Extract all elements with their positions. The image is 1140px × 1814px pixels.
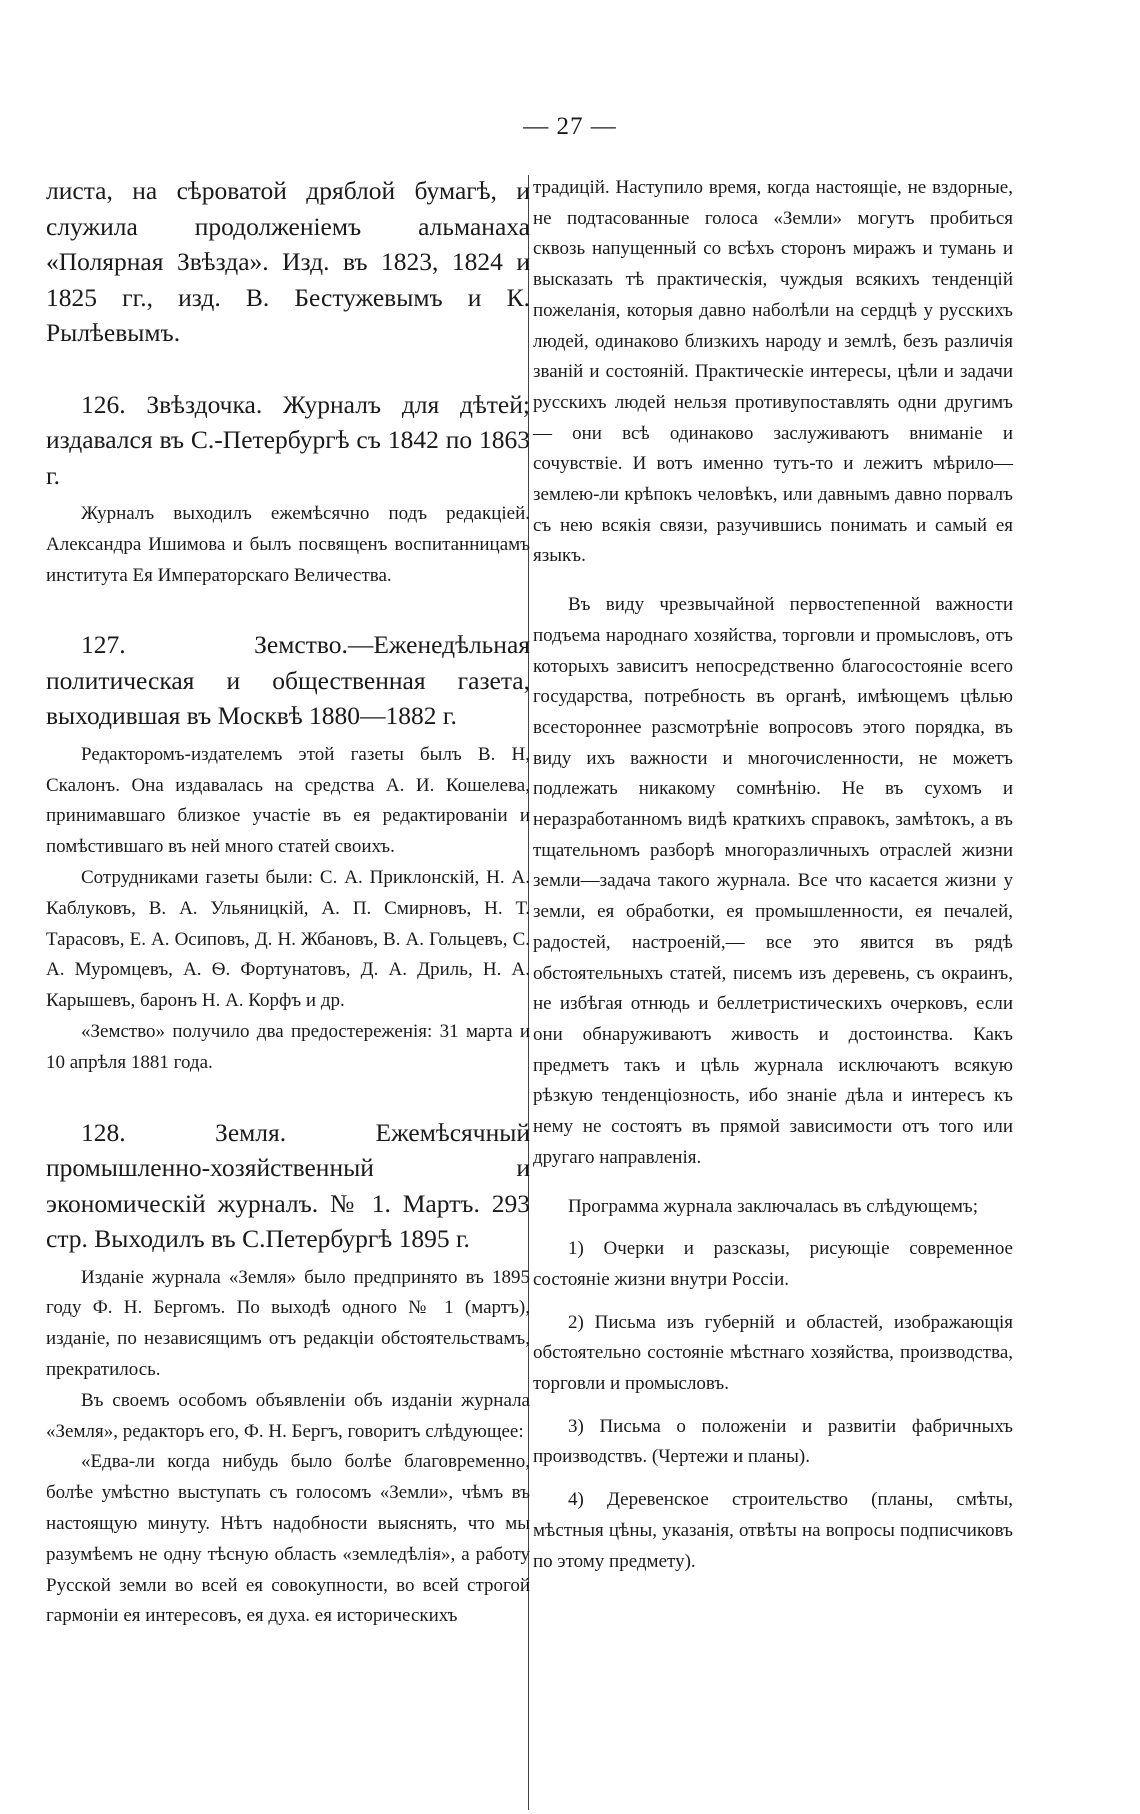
left-column — [46, 173, 530, 1632]
program-intro: Программа журнала заключалась въ слѣдующемъ; — [568, 1195, 979, 1217]
entry-128-paragraph: «Едва-ли когда нибудь было болѣе благовременно, болѣе умѣстно выступать съ голосомъ «Земли», чѣмъ въ настоящую минуту. Нѣтъ надобности выяснять, что мы разумѣемъ не одну тѣсную область «земледѣлія», а работу Русской земли во всей ея совокупности, во всей строгой гармоніи ея интересовъ, ея духа. ея историческихъ — [46, 1451, 530, 1627]
entry-128-paragraph: Въ своемъ особомъ объявленіи объ изданіи журнала «Земля», редакторъ его, Ф. Н. Бергъ, говоритъ слѣдующее: — [46, 1389, 530, 1442]
entry-127-heading: 127. Земство.—Еженедѣльная политическая и общественная газета, выходившая въ Москвѣ 1880—1882 г. — [46, 630, 530, 731]
right-column — [533, 173, 1013, 1577]
entry-127-paragraph: Редакторомъ-издателемъ этой газеты былъ В. Н, Скалонъ. Она издавалась на средства А. И. Кошелева, принимавшаго близкое участіе въ ея редактированіи и помѣстившаго въ ней много статей своихъ. — [46, 743, 530, 858]
entry-128-paragraph: Изданіе журнала «Земля» было предпринято въ 1895 году Ф. Н. Бергомъ. По выходѣ одного № 1 (мартъ), изданіе, по независящимъ отъ редакціи обстоятельствамъ, прекратилось. — [46, 1266, 530, 1381]
paragraph-continuation: листа, на сѣроватой дряблой бумагѣ, и служила продолженіемъ альманаха «Полярная Звѣзда». Изд. въ 1823, 1824 и 1825 гг., изд. В. Бестужевымъ и К. Рылѣевымъ. — [46, 176, 530, 347]
entry-126-body: Журналъ выходилъ ежемѣсячно подъ редакціей. Александра Ишимова и былъ посвященъ воспитанницамъ института Ея Императорскаго Величества. — [46, 503, 530, 586]
program-item: 3) Письма о положеніи и развитіи фабричныхъ производствъ. (Чертежи и планы). — [533, 1415, 1013, 1468]
program-item: 2) Письма изъ губерній и областей, изображающія обстоятельно состояніе мѣстнаго хозяйства, производства, торговли и промысловъ. — [533, 1311, 1013, 1395]
program-item: 1) Очерки и разсказы, рисующіе современное состояніе жизни внутри Россіи. — [533, 1238, 1013, 1290]
entry-127-paragraph: Сотрудниками газеты были: С. А. Приклонскій, Н. А. Каблуковъ, В. А. Ульяницкій, А. П. Смирновъ, Н. Т. Тарасовъ, Е. А. Осиповъ, Д. Н. Жбановъ, В. А. Гольцевъ, С. А. Муромцевъ, А. Ѳ. Фортунатовъ, Д. А. Дриль, Н. А. Карышевъ, баронъ Н. А. Корфъ и др. — [46, 867, 530, 1012]
entry-128-heading: 128. Земля. Ежемѣсячный промышленно-хозяйственный и экономическій журналъ. № 1. Мартъ. 293 стр. Выходилъ въ С.Петербургѣ 1895 г. — [46, 1117, 530, 1254]
quote-continuation: традицій. Наступило время, когда настоящіе, не вздорные, не подтасованные голоса «Земли» могутъ пробиться сквозь напущенный со всѣхъ сторонъ миражъ и тумань и высказать тѣ практическія, чуждыя всякихъ тенденцій пожеланія, которыя давно наболѣли на сердцѣ у русскихъ людей, одинаково близкихъ народу и землѣ, безъ различія званій и состояній. Практическіе интересы, цѣли и задачи русскихъ людей нельзя противупоставлять одни другимъ — они всѣ одинаково заслуживаютъ вниманіе и сочувствіе. И вотъ именно тутъ-то и лежитъ мѣрило—землею-ли крѣпокъ человѣкъ, или давнымъ давно порвалъ съ нею всякія связи, разучившись понимать и самый ея языкъ. — [533, 177, 1013, 567]
program-item: 4) Деревенское строительство (планы, смѣты, мѣстныя цѣны, указанія, отвѣты на вопросы подписчиковъ по этому предмету). — [533, 1489, 1013, 1572]
entry-127-paragraph: «Земство» получило два предостереженія: 31 марта и 10 апрѣля 1881 года. — [46, 1021, 530, 1073]
page-number: — 27 — — [523, 113, 617, 140]
quote-paragraph: Въ виду чрезвычайной первостепенной важности подъема народнаго хозяйства, торговли и промысловъ, отъ которыхъ зависитъ непосредственно благосостояніе всего государства, потребность въ органѣ, имѣющемъ цѣлью всестороннее разсмотрѣніе вопросовъ этого порядка, въ виду ихъ важности и многочисленности, не можетъ подлежать никакому сомнѣнію. Не въ сухомъ и неразработанномъ видѣ краткихъ справокъ, замѣтокъ, а въ тщательномъ разборѣ многоразличныхъ отраслей жизни земли—задача такого журнала. Все что касается жизни у земли, ея обработки, ея промышленности, ея печалей, радостей, настроеній,— все это явится въ рядѣ обстоятельныхъ статей, писемъ изъ деревень, съ окраинъ, не избѣгая отнюдь и беллетристическихъ очерковъ, если они обнаруживаютъ живость и достоинства. Какъ предметъ такъ и цѣль журнала исключаютъ всякую рѣзкую тенденціозность, ибо знаніе дѣла и интересъ къ нему не состоятъ въ прямой зависимости отъ того или другаго направленія. — [533, 594, 1013, 1168]
entry-126-heading: 126. Звѣздочка. Журналъ для дѣтей; издавался въ С.-Петербургѣ съ 1842 по 1863 г. — [46, 389, 530, 490]
